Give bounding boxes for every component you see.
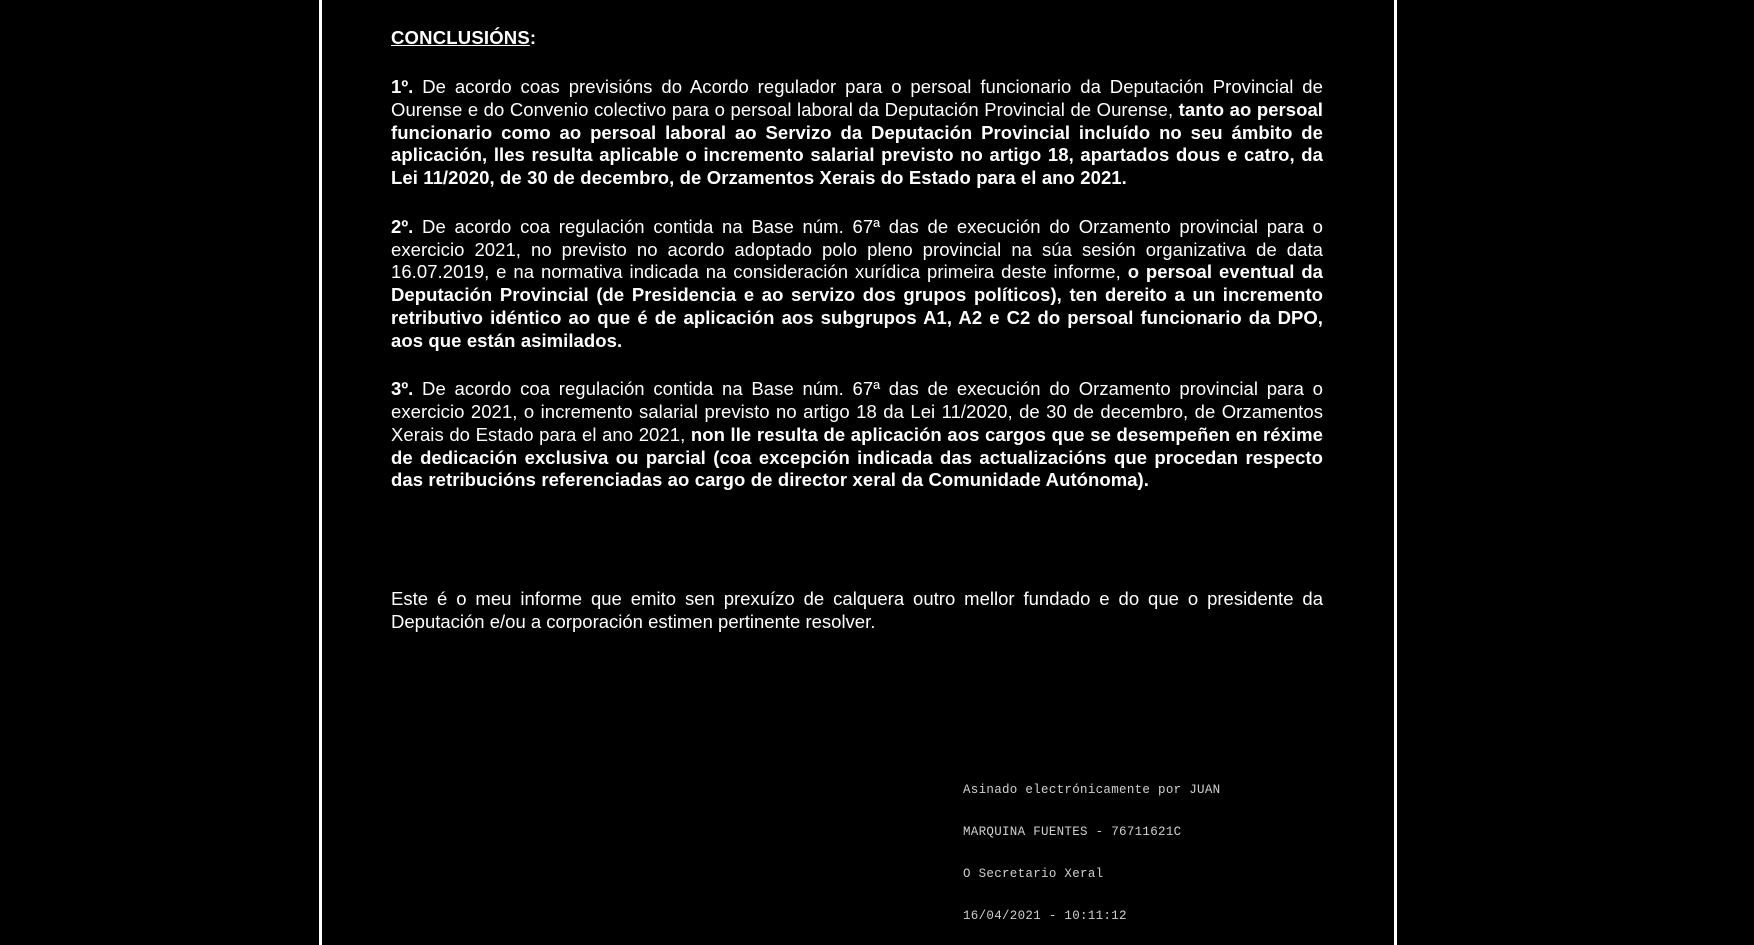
section-heading [391, 26, 1323, 50]
paragraph-1-run-1: tanto ao persoal funcionario como ao persoal laboral ao Servizo da Deputación Provincial incluído no seu ámbito de aplicación, lles resulta aplicable o incremento salarial previsto no artigo 18, apartados dous e catro, da Lei 11/2020, de 30 de decembro, de Orzamentos Xerais do Estado para el ano 2021. [391, 98, 1323, 189]
closing-statement: Este é o meu informe que emito sen prexuízo de calquera outro mellor fundado e do que o presidente da Deputación e/ou a corporación estimen pertinente resolver. [391, 588, 1323, 633]
paragraph-2-number: 2º. [391, 215, 414, 237]
conclusion-paragraph-3 [391, 378, 1323, 492]
paragraph-3-number: 3º. [391, 378, 414, 400]
conclusion-paragraph-1 [391, 76, 1323, 190]
section-heading-underlined: CONCLUSIÓNS [391, 27, 530, 48]
document-page [322, 0, 1394, 945]
paragraph-1-run-0: De acordo coas previsións do Acordo regulador para o persoal funcionario da Deputación Provincial de Ourense e do Convenio colectivo para o persoal laboral da Deputación Provincial de Ourense, [391, 76, 1323, 120]
signature-line-3: O Secretario Xeral [963, 867, 1104, 881]
paragraph-2-run-1: o persoal eventual da Deputación Provincial (de Presidencia e ao servizo dos grupos políticos), ten dereito a un incremento retributivo idéntico ao que é de aplicación aos subgrupos A1, A2 e C2 do persoal funcionario da DPO, aos que están asimilados. [391, 261, 1324, 351]
paragraph-2-run-0: De acordo coa regulación contida na Base núm. 67ª das de execución do Orzamento provincial para o exercicio 2021, no previsto no acordo adoptado polo pleno provincial na súa sesión organizativa de data 16.07.2019, e na normativa indicada na consideración xurídica primeira deste informe, [391, 215, 1323, 283]
paragraph-3-run-0: De acordo coa regulación contida na Base núm. 67ª das de execución do Orzamento provincial para o exercicio 2021, o incremento salarial previsto no artigo 18 da Lei 11/2020, de 30 de decembro, de Orzamentos Xerais do Estado para el ano 2021, [391, 378, 1323, 445]
page-left-margin [0, 0, 322, 945]
signature-line-4: 16/04/2021 - 10:11:12 [963, 909, 1127, 923]
conclusion-paragraph-2 [391, 216, 1323, 353]
electronic-signature-block [963, 755, 1220, 945]
section-heading-colon: : [529, 27, 537, 48]
page-right-margin [1394, 0, 1754, 945]
signature-line-1: Asinado electrónicamente por JUAN [963, 783, 1221, 797]
paragraph-3-run-1: non lle resulta de aplicación aos cargos que se desempeñen en réxime de dedicación exclusiva ou parcial (coa excepción indicada das actualizacións que procedan respecto das retribucións referenciadas ao cargo de director xeral da Comunidade Autónoma). [391, 423, 1323, 491]
signature-line-2: MARQUINA FUENTES - 76711621C [963, 825, 1182, 839]
paragraph-1-number: 1º. [391, 76, 414, 98]
document-body [391, 26, 1323, 652]
